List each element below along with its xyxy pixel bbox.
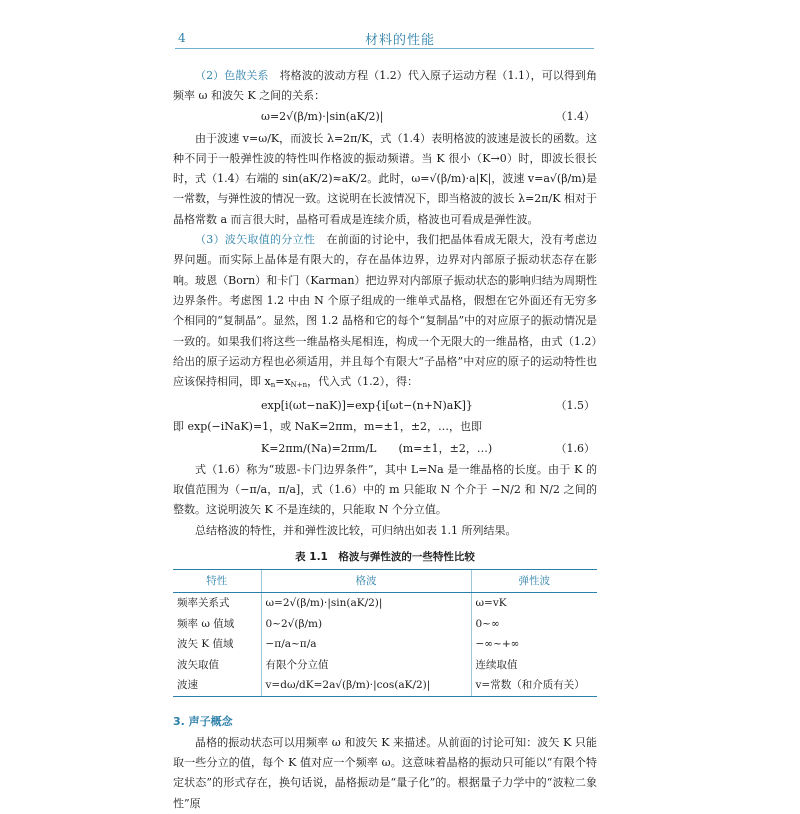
table-row xyxy=(173,634,597,655)
table-row xyxy=(173,593,597,614)
header-rule xyxy=(175,48,594,49)
table-cell: 连续取值 xyxy=(471,655,597,676)
table-cell: −π/a~π/a xyxy=(261,634,471,655)
paragraph-discreteness: （3）波矢取值的分立性 在前面的讨论中，我们把晶体看成无限大，没有考虑边界问题。而实际上晶体是有限大的，存在晶体边界，边界对内部原子振动状态存在影响。玻恩（Born）和卡门（Karman）把边界对内部原子振动状态的影响归结为周期性边界条件。考虑图 1.2 中由 N 个原子组成的一维单式晶格，假想在它外面还有无穷多个相同的“复制晶”。显然，图 1.2 晶格和它的每个“复制晶”中的对应原子的振动情况是一致的。如果我们将这些一维晶格头尾相连，构成一个无限大的一维晶格，由式（1.2）给出的原子运动方程也必须适用，并且每个有限大“子晶格”中对应的原子的运动特性也应该保持相同，即 $x_n=x_{N+n}$，代入式（1.2），得： xyxy=(173,233,598,390)
section-heading-phonon: 3. 声子概念 xyxy=(173,714,233,728)
table-caption: 表 1.1 格波与弹性波的一些特性比较 xyxy=(295,550,475,563)
table-cell: 有限个分立值 xyxy=(261,655,471,676)
paragraph-summary: 总结格波的特性，并和弹性波比较，可归纳出如表 1.1 所列结果。 xyxy=(195,523,517,537)
table-header-cell: 弹性波 xyxy=(471,569,597,592)
equation-1-5-body: exp[i(ωt−naK)]=exp{i[ωt−(n+N)aK]} xyxy=(261,399,473,413)
table-header-cell: 格波 xyxy=(261,569,471,592)
paragraph-born-karman: 式（1.6）称为“玻恩-卡门边界条件”，其中 L=Na 是一维晶格的长度。由于 K 的取值范围为（−π/a，π/a]，式（1.6）中的 m 只能取 N 个介于 −N/2 和 N/2 之间的整数。这说明波矢 K 不是连续的，只能取 N 个分立值。 xyxy=(173,462,597,517)
table-cell: 0~2√(β/m) xyxy=(261,614,471,635)
table-cell: −∞~+∞ xyxy=(471,634,597,655)
subsection-label-discreteness: （3）波矢取值的分立性 xyxy=(195,233,316,247)
paragraph-condition: 即 exp(−iNaK)=1，或 NaK=2πm，m=±1，±2，…，也即 xyxy=(173,420,483,434)
page-body xyxy=(173,66,597,814)
equation-1-6 xyxy=(173,438,597,460)
equation-1-5-number: （1.5） xyxy=(555,399,595,413)
table-cell: ω=2√(β/m)·|sin(aK/2)| xyxy=(261,593,471,614)
equation-1-5 xyxy=(173,395,597,417)
equation-1-6-number: （1.6） xyxy=(555,441,595,455)
page-number: 4 xyxy=(178,31,186,45)
equation-1-4 xyxy=(173,107,597,129)
paragraph-phonon: 晶格的振动状态可以用频率 ω 和波矢 K 来描述。从前面的讨论可知：波矢 K 只能取一些分立的值，每个 K 值对应一个频率 ω。这意味着晶格的振动只可能以“有限个特定状态”的形式存在，换句话说，晶格振动是“量子化”的。根据量子力学中的“波粒二象性”原 xyxy=(173,735,597,810)
table-header-row xyxy=(173,569,597,592)
table-cell: v=常数（和介质有关） xyxy=(471,675,597,696)
table-row xyxy=(173,655,597,676)
comparison-table xyxy=(173,569,597,697)
table-cell: 频率关系式 xyxy=(177,597,230,610)
table-cell: 波矢 K 值域 xyxy=(177,638,234,651)
table-row xyxy=(173,675,597,696)
table-header-cell: 特性 xyxy=(173,569,261,592)
table-cell: v=dω/dK=2a√(β/m)·|cos(aK/2)| xyxy=(261,675,471,696)
table-row xyxy=(173,614,597,635)
subsection-label-dispersion: （2）色散关系 xyxy=(195,69,269,82)
table-cell: 频率 ω 值域 xyxy=(177,617,235,630)
equation-1-4-number: （1.4） xyxy=(555,110,595,124)
equation-1-4-body: ω=2√(β/m)·|sin(aK/2)| xyxy=(261,110,384,124)
table-cell: 波矢取值 xyxy=(177,658,219,671)
table-cell: ω=vK xyxy=(471,593,597,614)
running-title: 材料的性能 xyxy=(364,33,435,48)
paragraph-dispersion: （2）色散关系 将格波的波动方程（1.2）代入原子运动方程（1.1），可以得到角频率 ω 和波矢 K 之间的关系： xyxy=(173,69,597,103)
table-cell: 波速 xyxy=(173,675,261,696)
table-cell: 0~∞ xyxy=(471,614,597,635)
equation-1-6-body: K=2πm/(Na)=2πm/L (m=±1，±2，…) xyxy=(261,441,493,455)
paragraph-wave-speed: 由于波速 v=ω/K，而波长 λ=2π/K，式（1.4）表明格波的波速是波长的函数。这种不同于一般弹性波的特性叫作格波的振动频谱。当 K 很小（K→0）时，即波长很长时，式（1.4）右端的 sin(aK/2)≈aK/2。此时，ω=√(β/m)·a|K|，波速 v=a√(β/m)是一常数，与弹性波的情况一致。这说明在长波情况下，即当格波的波长 λ=2π/K 相对于晶格常数 a 而言很大时，晶格可看成是连续介质，格波也可看成是弹性波。 xyxy=(173,131,597,226)
